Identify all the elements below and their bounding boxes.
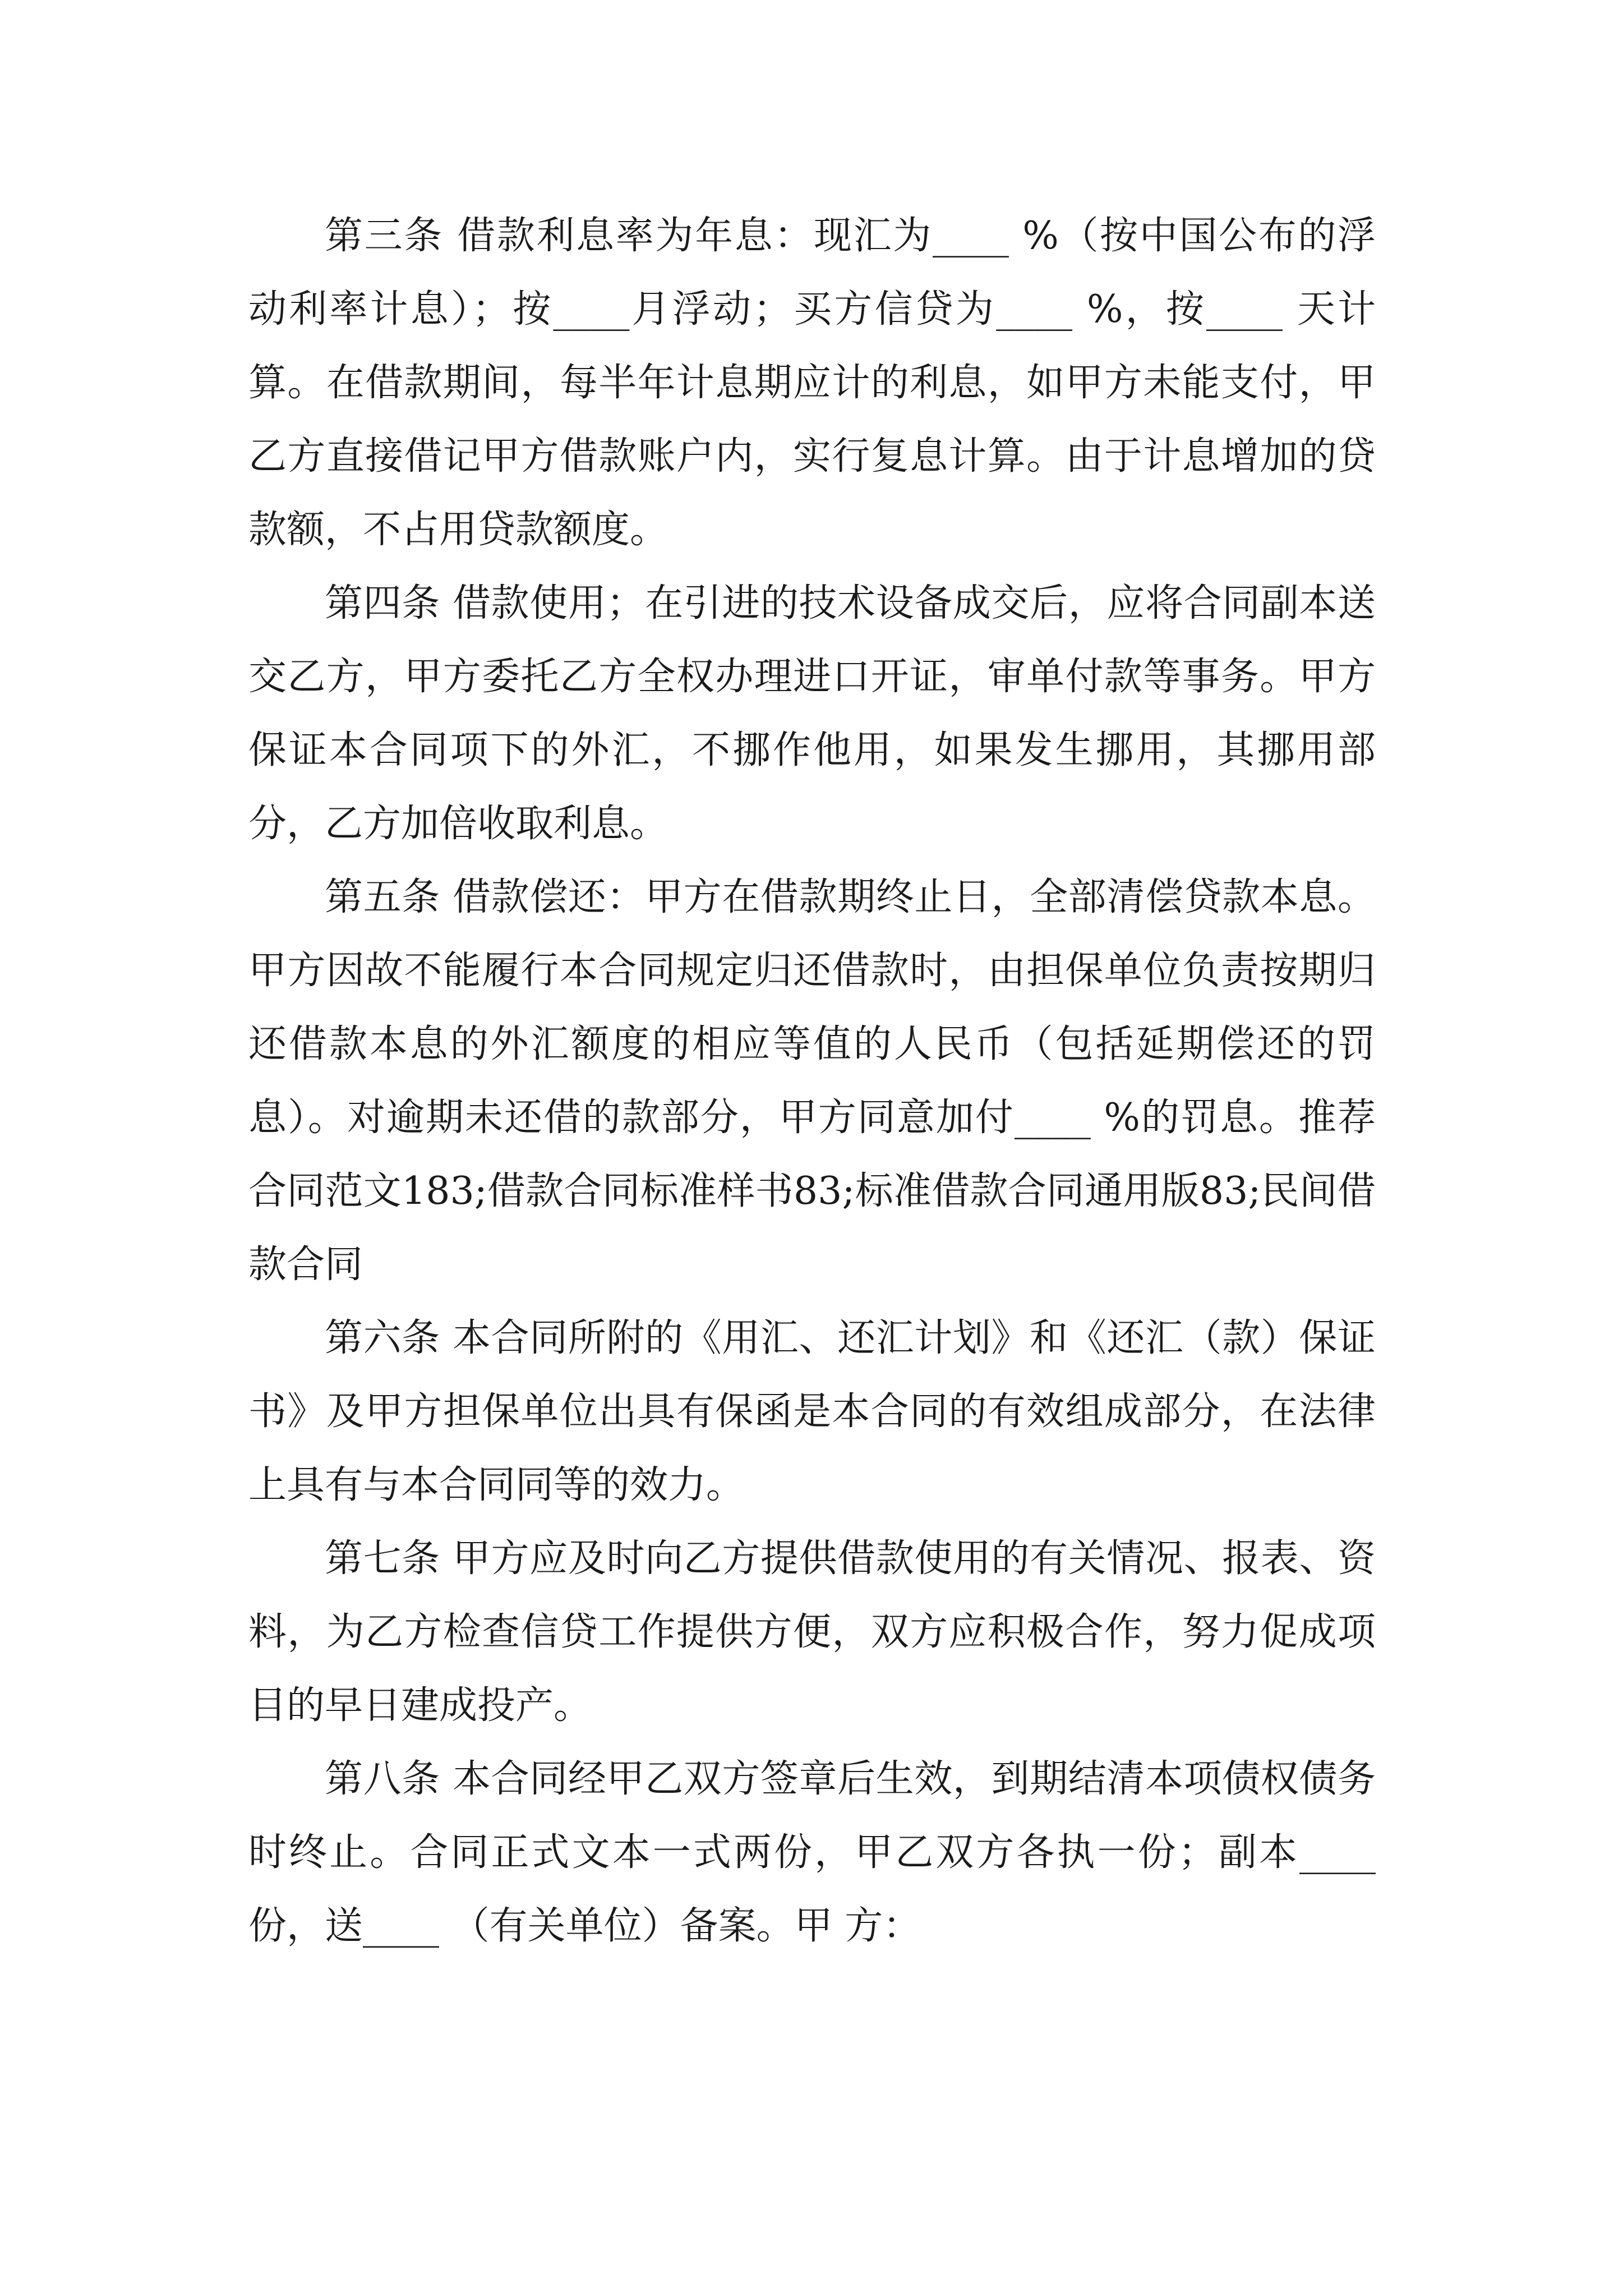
article-3-paragraph: 第三条 借款利息率为年息：现汇为____ %（按中国公布的浮动利率计息）；按____月浮动；买方信贷为____ %，按____ 天计算。在借款期间，每半年计息期应计的利息，如甲方未能支付，甲乙方直接借记甲方借款账户内，实行复息计算。由于计息增加的贷款额，不占用贷款额度。 bbox=[248, 214, 1376, 552]
article-5-paragraph: 第五条 借款偿还：甲方在借款期终止日，全部清偿贷款本息。甲方因故不能履行本合同规定归还借款时，由担保单位负责按期归还借款本息的外汇额度的相应等值的人民币（包括延期偿还的罚息）。对逾期未还借的款部分，甲方同意加付____ %的罚息。推荐合同范文183;借款合同标准样书83;标准借款合同通用版83;民间借款合同 bbox=[248, 875, 1376, 1287]
article-8-paragraph: 第八条 本合同经甲乙双方签章后生效，到期结清本项债权债务时终止。合同正式文本一式两份，甲乙双方各执一份；副本____ 份，送____ （有关单位）备案。甲 方： bbox=[248, 1757, 1388, 1948]
article-6-paragraph: 第六条 本合同所附的《用汇、还汇计划》和《还汇（款）保证书》及甲方担保单位出具有保函是本合同的有效组成部分，在法律上具有与本合同同等的效力。 bbox=[248, 1316, 1376, 1507]
article-4-paragraph: 第四条 借款使用；在引进的技术设备成交后，应将合同副本送交乙方，甲方委托乙方全权办理进口开证，审单付款等事务。甲方保证本合同项下的外汇，不挪作他用，如果发生挪用，其挪用部分，乙方加倍收取利息。 bbox=[248, 581, 1376, 846]
article-7-paragraph: 第七条 甲方应及时向乙方提供借款使用的有关情况、报表、资料，为乙方检查信贷工作提供方便，双方应积极合作，努力促成项目的早日建成投产。 bbox=[248, 1536, 1376, 1728]
document-body bbox=[248, 199, 1388, 1963]
